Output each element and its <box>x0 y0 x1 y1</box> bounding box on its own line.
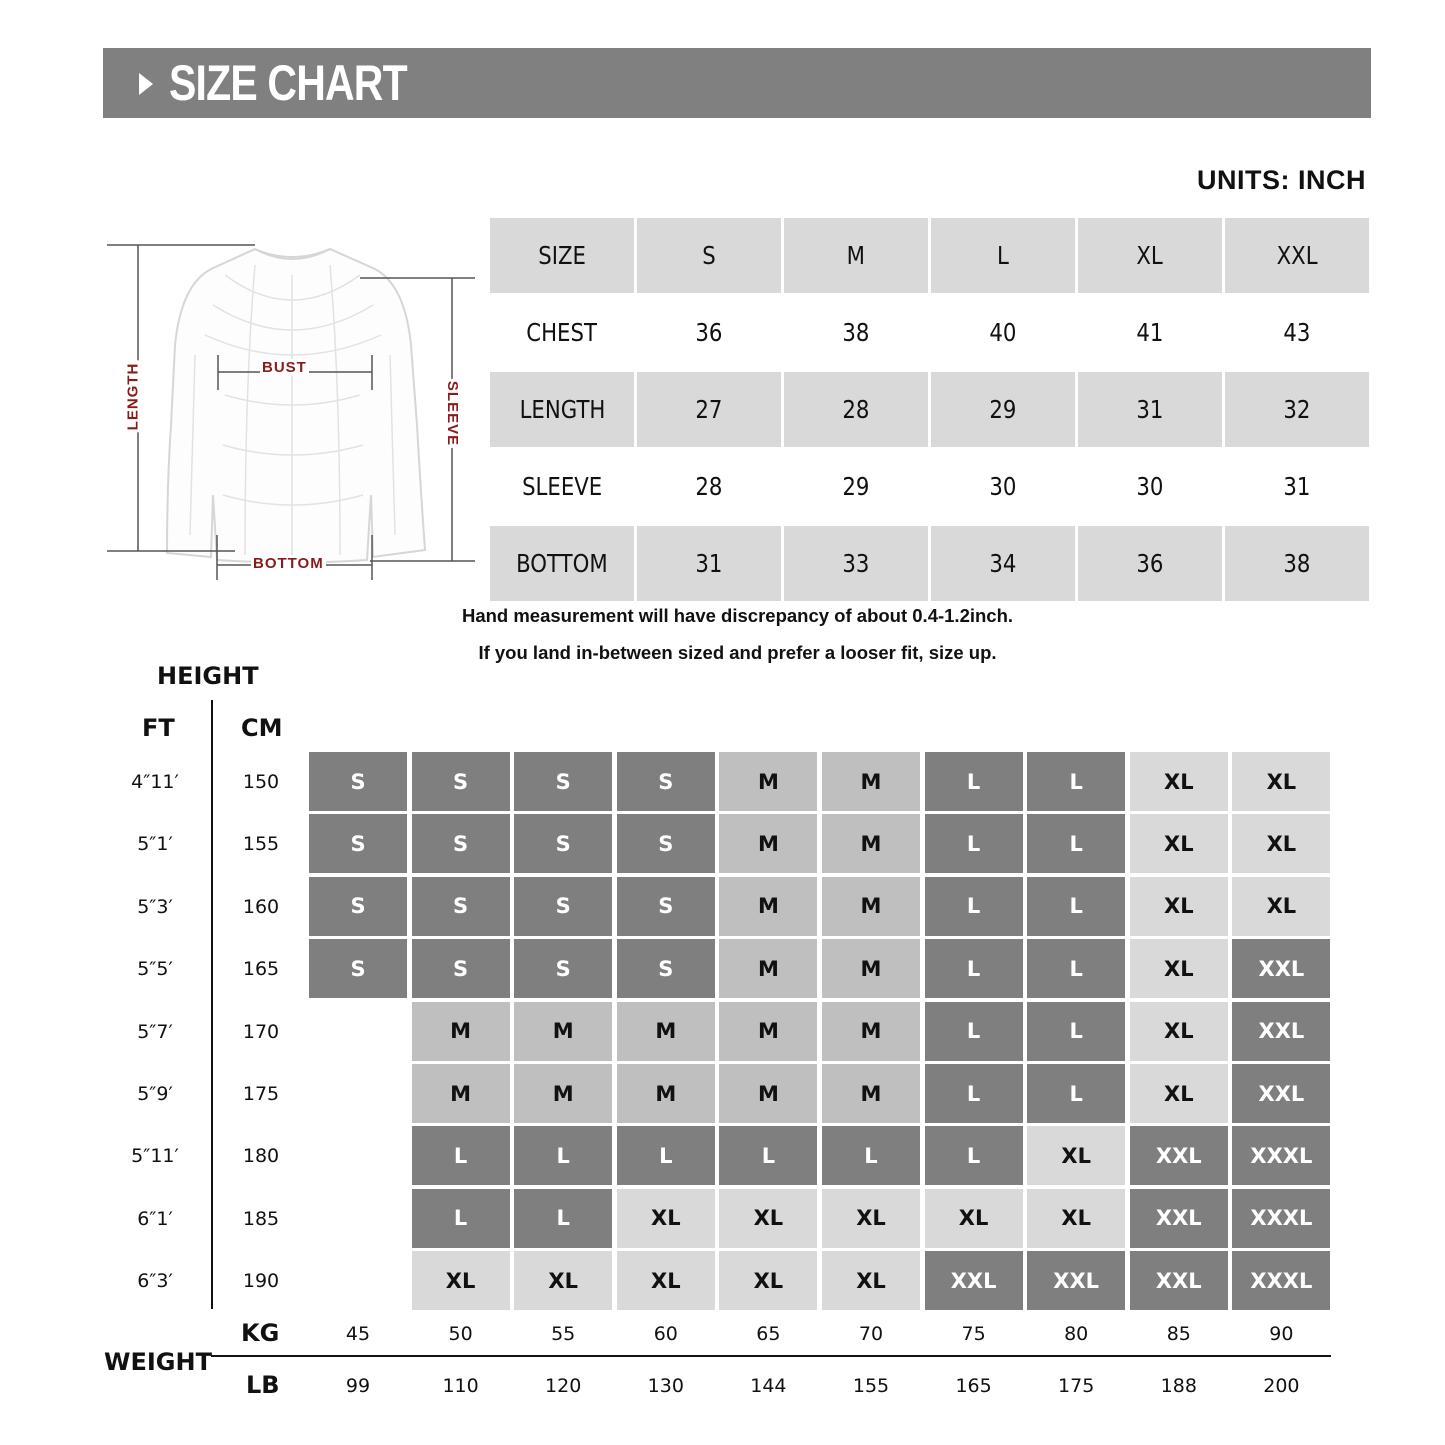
size-cell: L <box>925 814 1023 873</box>
size-cell: L <box>1027 814 1125 873</box>
column-header: XXL <box>1225 218 1369 293</box>
page-title: SIZE CHART <box>169 55 407 111</box>
height-ft-label: 6″3′ <box>137 1270 173 1293</box>
height-divider <box>211 700 213 1309</box>
size-cell: S <box>309 939 407 998</box>
size-cell: M <box>719 1064 817 1123</box>
size-cell: XL <box>925 1189 1023 1248</box>
height-ft-label: 5″11′ <box>131 1145 179 1168</box>
table-cell: 31 <box>637 526 781 601</box>
size-cell: XL <box>617 1251 715 1310</box>
weight-lb-value: 130 <box>647 1375 684 1397</box>
table-header-row <box>490 218 1372 293</box>
size-cell: XL <box>719 1189 817 1248</box>
weight-lb-value: 188 <box>1160 1375 1197 1397</box>
size-cell: L <box>1027 1064 1125 1123</box>
triangle-right-icon <box>139 73 153 95</box>
size-cell: L <box>1027 752 1125 811</box>
weight-kg-value: 55 <box>551 1323 576 1345</box>
size-cell: L <box>925 1002 1023 1061</box>
size-cell: S <box>514 939 612 998</box>
size-cell: S <box>514 877 612 936</box>
size-cell: L <box>925 939 1023 998</box>
height-cm-label: 170 <box>242 1020 280 1043</box>
size-cell: S <box>617 814 715 873</box>
weight-kg-value: 65 <box>756 1323 781 1345</box>
size-cell: XXXL <box>1232 1189 1330 1248</box>
size-cell: S <box>309 814 407 873</box>
size-cell: M <box>514 1064 612 1123</box>
size-cell: S <box>412 752 510 811</box>
garment-diagram <box>105 235 480 585</box>
size-cell: L <box>1027 939 1125 998</box>
size-cell: S <box>617 752 715 811</box>
size-cell: XXL <box>1232 939 1330 998</box>
size-cell: XL <box>514 1251 612 1310</box>
size-cell: M <box>719 752 817 811</box>
weight-kg-value: 50 <box>448 1323 473 1345</box>
length-label: LENGTH <box>124 362 142 431</box>
size-cell: L <box>1027 1002 1125 1061</box>
size-cell: S <box>412 814 510 873</box>
size-cell: XL <box>822 1251 920 1310</box>
weight-lb-value: 200 <box>1263 1375 1300 1397</box>
table-cell: 30 <box>1136 472 1164 501</box>
size-cell: XL <box>719 1251 817 1310</box>
size-cell: XL <box>1232 752 1330 811</box>
weight-divider <box>211 1355 1331 1357</box>
height-cm-label: 190 <box>242 1270 280 1293</box>
size-cell: L <box>514 1189 612 1248</box>
sleeve-label: SLEEVE <box>444 380 462 447</box>
weight-kg-value: 45 <box>345 1323 371 1345</box>
table-cell: 31 <box>1078 372 1222 447</box>
size-cell: XXL <box>925 1251 1023 1310</box>
table-cell: 41 <box>1136 318 1164 347</box>
table-cell: 30 <box>989 472 1017 501</box>
size-cell: M <box>719 939 817 998</box>
size-cell: XL <box>822 1189 920 1248</box>
height-ft-label: 4″11′ <box>131 771 179 793</box>
size-cell: M <box>822 939 920 998</box>
size-cell: XL <box>1027 1126 1125 1185</box>
size-cell: XXL <box>1130 1251 1228 1310</box>
row-label: CHEST <box>526 318 598 347</box>
size-cell: XL <box>412 1251 510 1310</box>
size-cell: XL <box>1130 939 1228 998</box>
size-cell: L <box>925 1064 1023 1123</box>
size-cell: L <box>925 1126 1023 1185</box>
size-cell: L <box>1027 877 1125 936</box>
size-cell: XXL <box>1130 1189 1228 1248</box>
height-ft-label: 5″7′ <box>137 1020 173 1043</box>
table-cell: 43 <box>1283 318 1311 347</box>
lb-header: LB <box>246 1371 280 1399</box>
title-bar <box>103 48 1371 118</box>
size-cell: M <box>822 1064 920 1123</box>
row-label: LENGTH <box>490 372 634 447</box>
size-cell: XL <box>617 1189 715 1248</box>
ft-header: FT <box>142 714 175 742</box>
size-cell: XXL <box>1130 1126 1228 1185</box>
size-cell: S <box>514 752 612 811</box>
size-cell: S <box>514 814 612 873</box>
size-cell: L <box>617 1126 715 1185</box>
size-cell: M <box>617 1064 715 1123</box>
height-ft-label: 5″3′ <box>137 895 173 918</box>
table-cell: 40 <box>989 318 1017 347</box>
size-cell: L <box>412 1189 510 1248</box>
weight-lb-value: 144 <box>750 1375 787 1397</box>
weight-kg-value: 60 <box>653 1323 678 1345</box>
height-ft-label: 6″1′ <box>137 1207 173 1230</box>
kg-header: KG <box>241 1319 280 1347</box>
table-cell: 28 <box>695 472 723 501</box>
size-cell: M <box>822 752 920 811</box>
size-cell: M <box>822 877 920 936</box>
table-cell: 38 <box>842 318 870 347</box>
table-cell: 32 <box>1225 372 1369 447</box>
table-cell: 36 <box>1078 526 1222 601</box>
size-cell: S <box>617 939 715 998</box>
table-cell: 29 <box>842 472 870 501</box>
table-row <box>490 526 1372 601</box>
height-cm-label: 185 <box>242 1207 280 1230</box>
size-cell: XL <box>1027 1189 1125 1248</box>
size-cell: XL <box>1130 1064 1228 1123</box>
measurement-table <box>490 218 1372 603</box>
height-cm-label: 150 <box>242 771 280 793</box>
table-cell: 31 <box>1283 472 1311 501</box>
row-label: BOTTOM <box>490 526 634 601</box>
height-ft-label: 5″1′ <box>137 833 173 856</box>
size-cell: XXL <box>1232 1064 1330 1123</box>
height-cm-label: 160 <box>242 895 280 918</box>
size-cell: S <box>309 877 407 936</box>
size-cell: S <box>309 752 407 811</box>
table-cell: 29 <box>931 372 1075 447</box>
size-cell: XXL <box>1027 1251 1125 1310</box>
size-cell: XL <box>1130 752 1228 811</box>
size-cell: L <box>925 877 1023 936</box>
column-header: M <box>784 218 928 293</box>
weight-lb-value: 110 <box>442 1375 479 1397</box>
column-header: S <box>637 218 781 293</box>
size-cell: M <box>412 1002 510 1061</box>
column-header: XL <box>1078 218 1222 293</box>
weight-kg-value: 70 <box>858 1323 884 1345</box>
size-cell: M <box>719 1002 817 1061</box>
size-cell: L <box>514 1126 612 1185</box>
size-cell: M <box>719 814 817 873</box>
table-cell: 34 <box>931 526 1075 601</box>
height-title: HEIGHT <box>157 662 259 690</box>
table-row <box>490 372 1372 447</box>
size-cell: M <box>822 1002 920 1061</box>
size-cell: XXXL <box>1232 1251 1330 1310</box>
column-header: L <box>931 218 1075 293</box>
weight-kg-value: 80 <box>1064 1323 1089 1345</box>
units-label: UNITS: INCH <box>1197 165 1366 195</box>
size-cell: S <box>412 877 510 936</box>
size-cell: M <box>822 814 920 873</box>
height-cm-label: 180 <box>242 1145 280 1168</box>
table-cell: 28 <box>784 372 928 447</box>
note-size-up: If you land in-between sized and prefer a looser fit, size up. <box>478 642 997 663</box>
row-label: SLEEVE <box>521 472 603 501</box>
size-cell: XXL <box>1232 1002 1330 1061</box>
size-cell: XL <box>1130 814 1228 873</box>
note-discrepancy: Hand measurement will have discrepancy of about 0.4-1.2inch. <box>461 605 1014 626</box>
weight-kg-value: 90 <box>1269 1323 1294 1345</box>
table-cell: 38 <box>1225 526 1369 601</box>
cm-header: CM <box>241 714 283 742</box>
size-cell: XL <box>1232 877 1330 936</box>
weight-lb-value: 120 <box>545 1375 582 1397</box>
table-cell: 27 <box>637 372 781 447</box>
weight-lb-value: 175 <box>1058 1375 1095 1397</box>
size-cell: L <box>412 1126 510 1185</box>
height-cm-label: 155 <box>242 833 280 856</box>
weight-lb-value: 155 <box>852 1375 890 1397</box>
size-cell: M <box>617 1002 715 1061</box>
size-cell: S <box>412 939 510 998</box>
size-cell: M <box>719 877 817 936</box>
table-row <box>490 295 1372 370</box>
weight-kg-value: 75 <box>961 1323 986 1345</box>
weight-lb-value: 99 <box>345 1375 371 1397</box>
weight-lb-value: 165 <box>955 1375 992 1397</box>
shirt-outline-icon <box>105 235 480 585</box>
weight-title: WEIGHT <box>104 1348 212 1376</box>
weight-kg-value: 85 <box>1166 1323 1191 1345</box>
size-cell: XL <box>1232 814 1330 873</box>
table-cell: 33 <box>784 526 928 601</box>
size-cell: M <box>412 1064 510 1123</box>
size-cell: L <box>925 752 1023 811</box>
table-row <box>490 449 1372 524</box>
size-cell: L <box>719 1126 817 1185</box>
size-cell: XL <box>1130 877 1228 936</box>
height-cm-label: 175 <box>242 1083 280 1105</box>
size-cell: L <box>822 1126 920 1185</box>
size-cell: XL <box>1130 1002 1228 1061</box>
size-cell: XXXL <box>1232 1126 1330 1185</box>
height-cm-label: 165 <box>242 958 280 981</box>
bust-label: BUST <box>262 359 307 376</box>
size-cell: S <box>617 877 715 936</box>
size-cell: M <box>514 1002 612 1061</box>
table-cell: 36 <box>695 318 723 347</box>
column-header: SIZE <box>490 218 634 293</box>
height-ft-label: 5″9′ <box>137 1083 173 1105</box>
height-ft-label: 5″5′ <box>137 958 173 981</box>
bottom-label: BOTTOM <box>253 555 324 572</box>
